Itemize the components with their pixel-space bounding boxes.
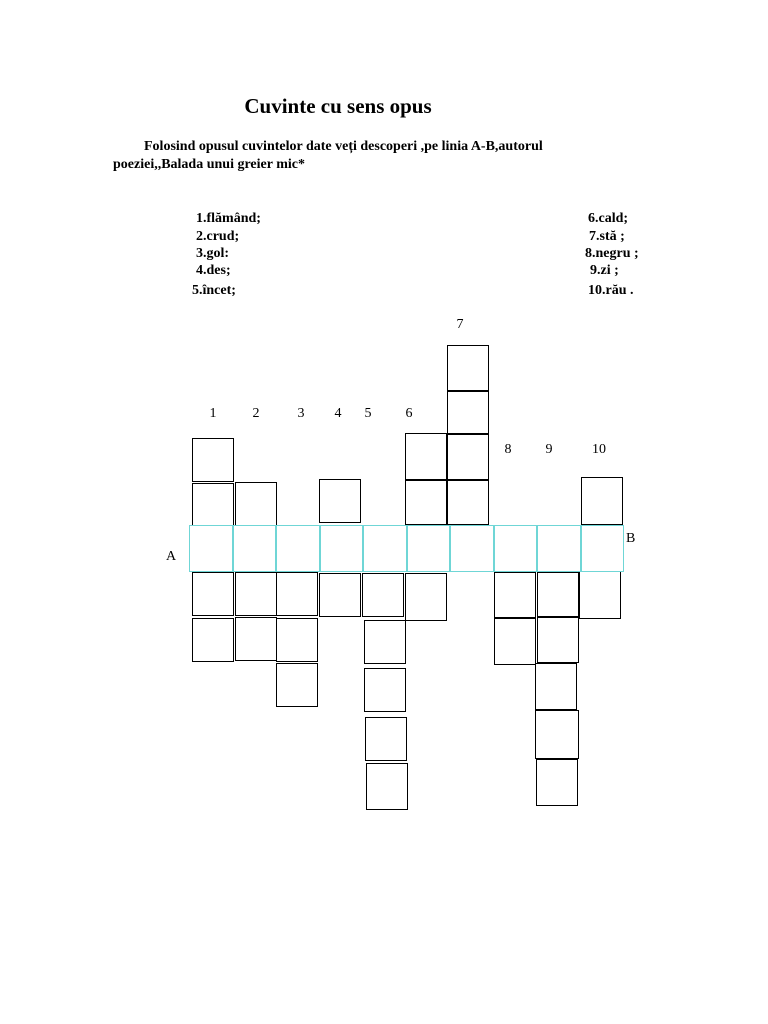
column-number-2: 2 xyxy=(252,406,260,421)
crossword-cell-c3-2[interactable] xyxy=(276,572,318,616)
solution-cell-5[interactable] xyxy=(363,525,407,572)
crossword-cell-c6-1[interactable] xyxy=(405,433,447,480)
clue-10: 10.rău . xyxy=(588,283,634,298)
solution-cell-6[interactable] xyxy=(407,525,451,572)
column-number-10: 10 xyxy=(592,442,606,457)
crossword-cell-c6-4[interactable] xyxy=(405,573,447,621)
crossword-cell-c1-2[interactable] xyxy=(192,483,234,527)
crossword-cell-c2-4[interactable] xyxy=(235,617,277,661)
crossword-cell-c10-1[interactable] xyxy=(581,477,623,525)
column-number-7: 7 xyxy=(456,317,464,332)
clue-6: 6.cald; xyxy=(588,211,629,226)
line-label-a: A xyxy=(166,549,177,564)
clue-5: 5.încet; xyxy=(192,283,236,298)
clue-8: 8.negru ; xyxy=(585,246,639,261)
crossword-cell-c5-4[interactable] xyxy=(364,668,406,712)
clue-4: 4.des; xyxy=(196,263,231,278)
solution-cell-3[interactable] xyxy=(276,525,320,572)
crossword-cell-c9-4[interactable] xyxy=(535,663,577,710)
crossword-cell-c9-2[interactable] xyxy=(537,572,579,617)
solution-row-a-b xyxy=(189,525,624,572)
crossword-cell-c5-2[interactable] xyxy=(362,573,404,617)
crossword-cell-c9-5[interactable] xyxy=(535,710,579,759)
crossword-cell-c7-1[interactable] xyxy=(447,345,489,391)
crossword-cell-c1-4[interactable] xyxy=(192,572,234,616)
clue-9: 9.zi ; xyxy=(590,263,619,278)
crossword-cell-c8-2[interactable] xyxy=(494,572,536,618)
column-number-9: 9 xyxy=(545,442,553,457)
crossword-cell-c2-3[interactable] xyxy=(235,572,277,616)
crossword-cell-c10-3[interactable] xyxy=(579,571,621,619)
crossword-cell-c1-1[interactable] xyxy=(192,438,234,482)
column-number-8: 8 xyxy=(504,442,512,457)
instructions-line-1: Folosind opusul cuvintelor date veți descoperi ,pe linia A-B,autorul xyxy=(144,139,543,154)
crossword-cell-c6-2[interactable] xyxy=(405,480,447,525)
crossword-cell-c7-4[interactable] xyxy=(447,480,489,525)
crossword-cell-c1-5[interactable] xyxy=(192,618,234,662)
column-number-3: 3 xyxy=(297,406,305,421)
solution-cell-8[interactable] xyxy=(494,525,538,572)
crossword-cell-c8-3[interactable] xyxy=(494,618,536,665)
solution-cell-2[interactable] xyxy=(233,525,277,572)
crossword-cell-c3-3[interactable] xyxy=(276,618,318,662)
solution-cell-7[interactable] xyxy=(450,525,494,572)
clue-2: 2.crud; xyxy=(196,229,240,244)
column-number-1: 1 xyxy=(209,406,217,421)
crossword-cell-c7-2[interactable] xyxy=(447,391,489,434)
crossword-cell-c5-3[interactable] xyxy=(364,620,406,664)
clue-1: 1.flămând; xyxy=(196,211,261,226)
crossword-cell-c4-1[interactable] xyxy=(319,479,361,523)
solution-cell-4[interactable] xyxy=(320,525,364,572)
crossword-cell-c7-3[interactable] xyxy=(447,434,489,480)
solution-cell-9[interactable] xyxy=(537,525,581,572)
solution-cell-10[interactable] xyxy=(581,525,625,572)
crossword-cell-c2-1[interactable] xyxy=(235,482,277,526)
crossword-cell-c4-3[interactable] xyxy=(319,573,361,617)
crossword-cell-c5-5[interactable] xyxy=(365,717,407,761)
instructions-line-2: poeziei,,Balada unui greier mic* xyxy=(113,157,305,172)
line-label-b: B xyxy=(626,531,636,546)
crossword-cell-c9-6[interactable] xyxy=(536,759,578,806)
page-title: Cuvinte cu sens opus xyxy=(244,94,432,118)
clue-7: 7.stă ; xyxy=(589,229,625,244)
column-number-6: 6 xyxy=(405,406,413,421)
clue-3: 3.gol: xyxy=(196,246,230,261)
crossword-cell-c3-4[interactable] xyxy=(276,663,318,707)
crossword-cell-c9-3[interactable] xyxy=(537,617,579,663)
column-number-4: 4 xyxy=(334,406,342,421)
column-number-5: 5 xyxy=(364,406,372,421)
crossword-cell-c5-6[interactable] xyxy=(366,763,408,810)
solution-cell-1[interactable] xyxy=(189,525,233,572)
